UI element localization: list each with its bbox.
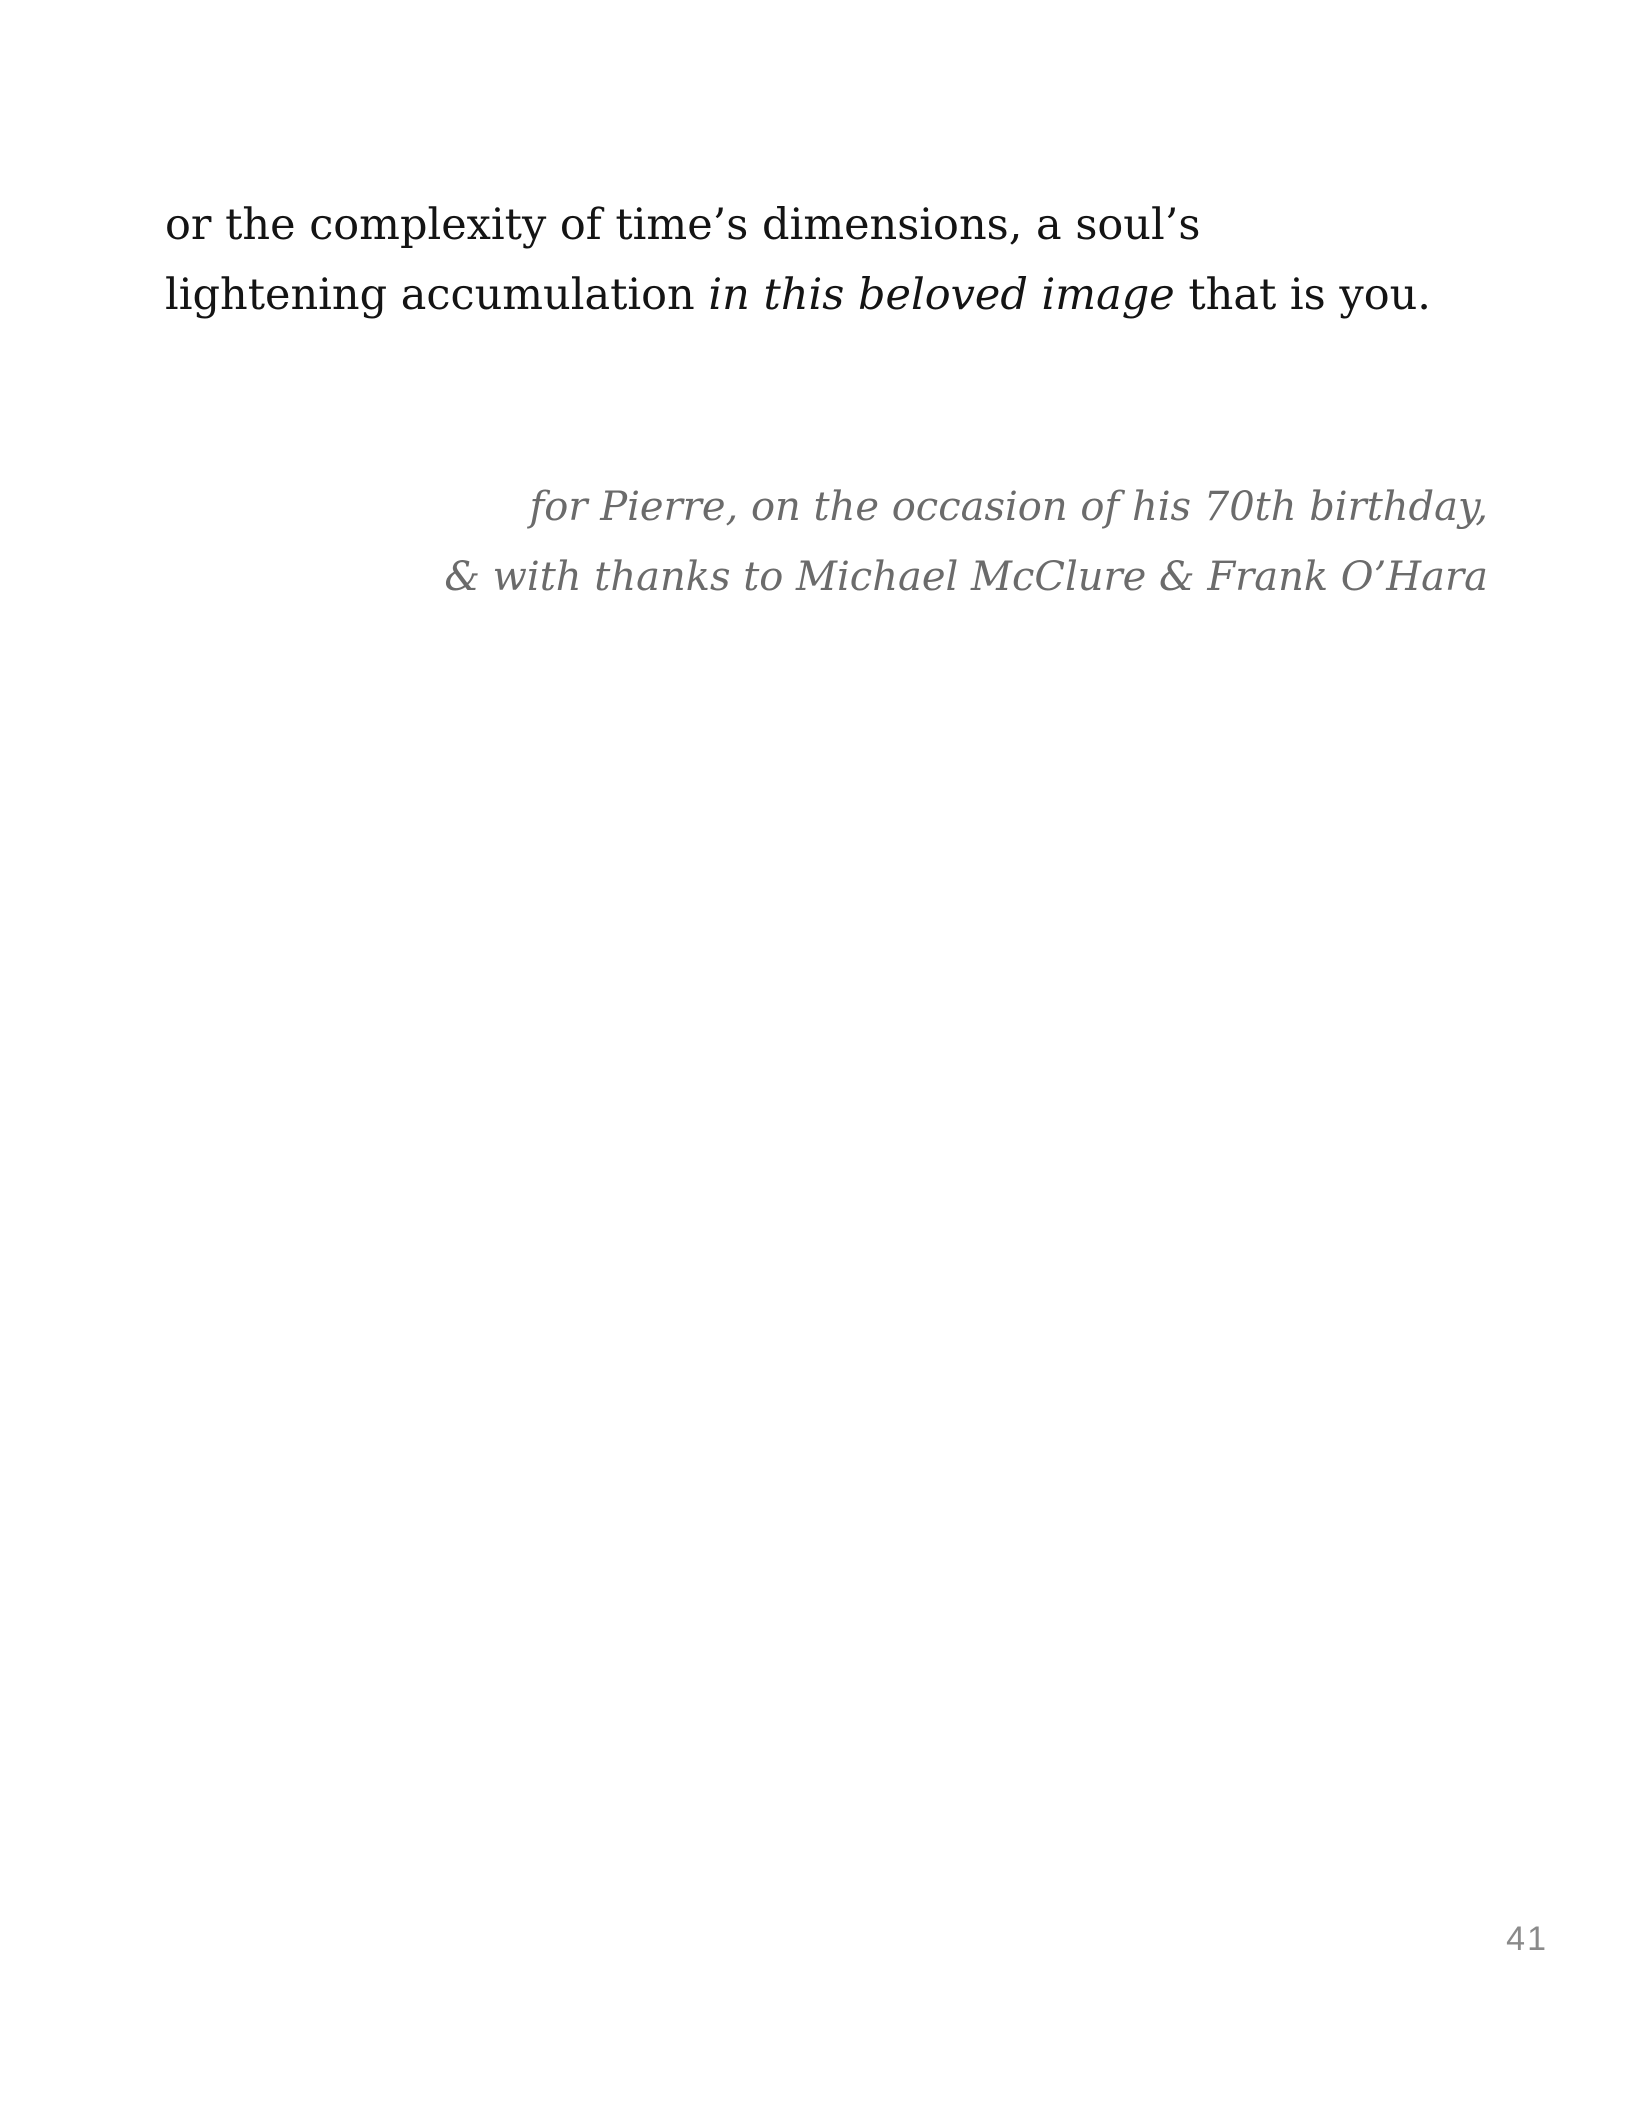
poem-line-2-end: that is you.: [1174, 270, 1431, 320]
dedication-line-1: for Pierre, on the occasion of his 70th birthday,: [529, 484, 1488, 530]
poem-stanza: [165, 190, 1465, 330]
dedication: [388, 472, 1488, 612]
dedication-line-2: & with thanks to Michael McClure & Frank O’Hara: [444, 554, 1488, 600]
poem-line-2-italic: in this beloved image: [708, 270, 1175, 320]
poem-line-1: or the complexity of time’s dimensions, a soul’s: [165, 200, 1201, 250]
poem-line-2: [165, 260, 1465, 330]
poem-line-2-start: lightening accumulation: [165, 270, 709, 320]
page-number: 41: [1506, 1920, 1548, 1958]
